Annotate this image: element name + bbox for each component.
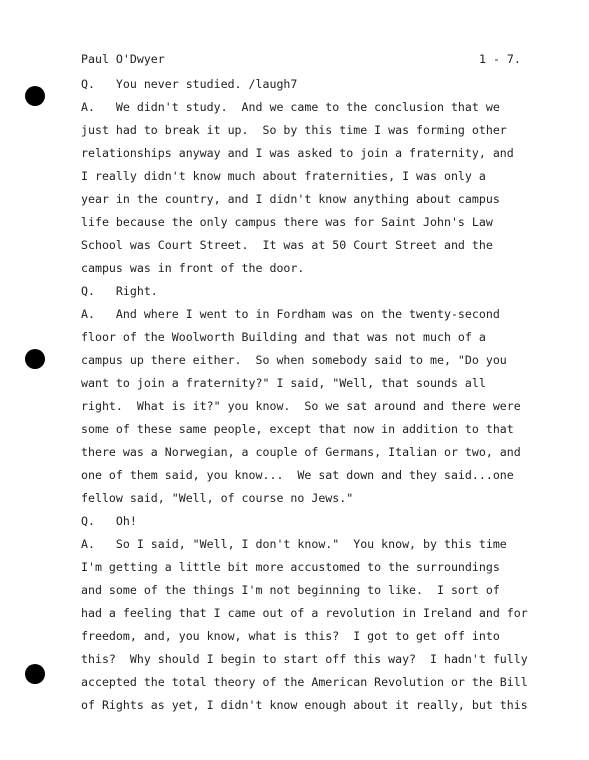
transcript-line: campus up there either. So when somebody said to me, "Do you [81,353,507,367]
punch-hole-bottom [25,664,45,684]
transcript-line: just had to break it up. So by this time I was forming other [81,123,507,137]
transcript-line: campus was in front of the door. [81,261,305,275]
transcript-line: some of these same people, except that now in addition to that [81,422,514,436]
transcript-line: I'm getting a little bit more accustomed to the surroundings [81,560,500,574]
transcript-line: relationships anyway and I was asked to join a fraternity, and [81,146,514,160]
punch-hole-middle [25,349,45,369]
transcript-line: A. We didn't study. And we came to the conclusion that we [81,100,500,114]
transcript-line: Q. Oh! [81,514,137,528]
transcript-line: want to join a fraternity?" I said, "Well, that sounds all [81,376,486,390]
transcript-line: Q. You never studied. /laugh7 [81,77,298,91]
transcript-line: School was Court Street. It was at 50 Court Street and the [81,238,493,252]
transcript-line: right. What is it?" you know. So we sat around and there were [81,399,521,413]
page-number: 1 - 7. [479,52,521,66]
transcript-line: accepted the total theory of the American Revolution or the Bill [81,675,528,689]
transcript-line: and some of the things I'm not beginning to like. I sort of [81,583,500,597]
transcript-line: Q. Right. [81,284,158,298]
transcript-line: year in the country, and I didn't know anything about campus [81,192,500,206]
transcript-line: one of them said, you know... We sat down and they said...one [81,468,514,482]
punch-hole-top [25,86,45,106]
speaker-name: Paul O'Dwyer [81,52,165,66]
transcript-line: had a feeling that I came out of a revolution in Ireland and for [81,606,528,620]
transcript-line: there was a Norwegian, a couple of Germans, Italian or two, and [81,445,521,459]
transcript-line: floor of the Woolworth Building and that was not much of a [81,330,486,344]
transcript-line: of Rights as yet, I didn't know enough about it really, but this [81,698,528,712]
transcript-line: life because the only campus there was for Saint John's Law [81,215,493,229]
transcript-line: I really didn't know much about fraternities, I was only a [81,169,486,183]
transcript-line: fellow said, "Well, of course no Jews." [81,491,354,505]
transcript-line: freedom, and, you know, what is this? I got to get off into [81,629,500,643]
transcript-line: A. So I said, "Well, I don't know." You know, by this time [81,537,507,551]
transcript-line: this? Why should I begin to start off this way? I hadn't fully [81,652,528,666]
transcript-line: A. And where I went to in Fordham was on the twenty-second [81,307,500,321]
